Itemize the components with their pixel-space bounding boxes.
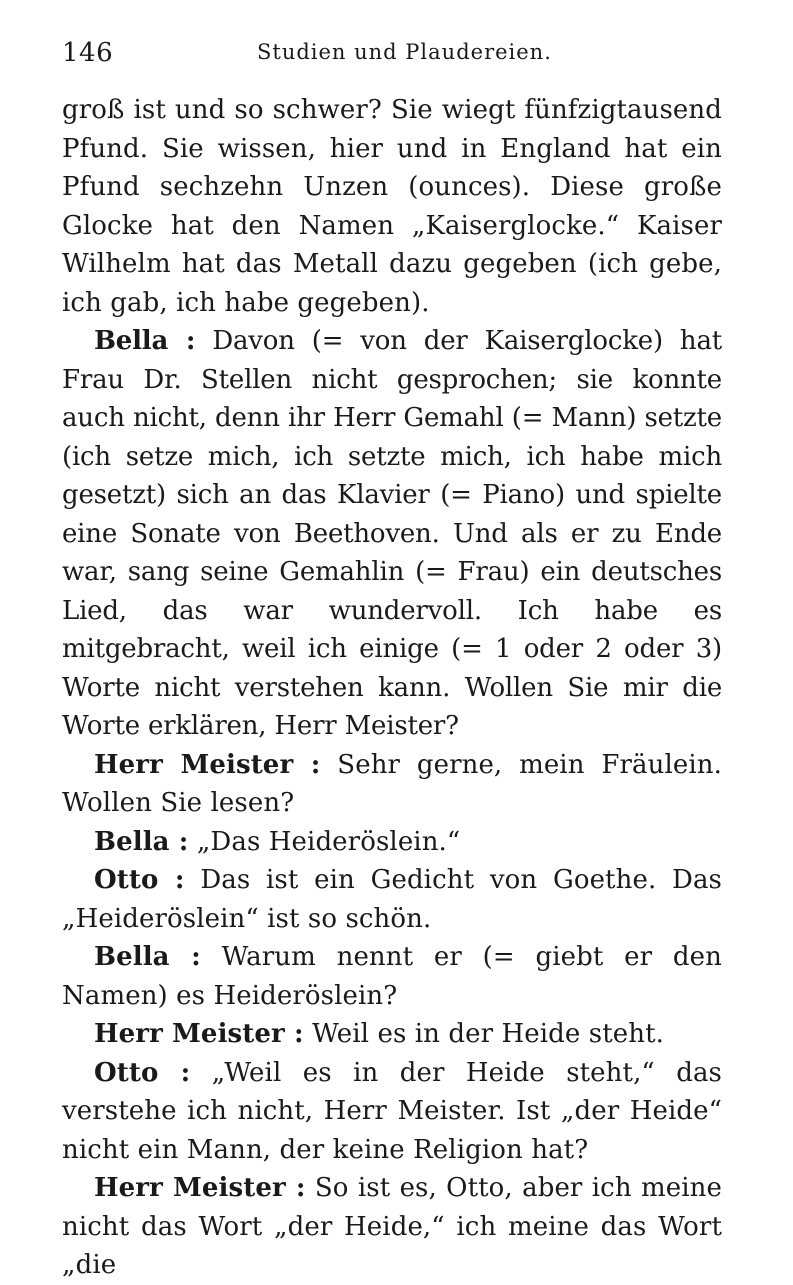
page-number: 146	[62, 38, 114, 68]
paragraph-text: Sehr gerne, mein Fräulein. Wollen Sie lesen?	[62, 749, 722, 818]
paragraph-text: So ist es, Otto, aber ich meine nicht das Wort „der Heide,“ ich meine das Wort „die	[62, 1173, 722, 1280]
paragraph-text: Das ist ein Gedicht von Goethe. Das „Heideröslein“ ist so schön.	[62, 865, 722, 934]
dialogue-paragraph	[62, 322, 722, 746]
speaker-label: Herr Meister :	[94, 749, 321, 780]
dialogue-paragraph	[62, 1054, 722, 1170]
speaker-label: Herr Meister :	[94, 1173, 306, 1203]
body-text	[62, 91, 722, 1285]
running-head	[62, 38, 722, 74]
paragraph-text: Davon (= von der Kaiserglocke) hat Frau Dr. Stellen nicht gesprochen; sie konnte auch nicht, denn ihr Herr Gemahl (= Mann) setzte (ich setze mich, ich setzte mich, ich habe mich gesetzt) sich an das Klavier (= Piano) und spielte eine Sonate von Beethoven. Und als er zu Ende war, sang seine Gemahlin (= Frau) ein deutsches Lied, das war wundervoll. Ich habe es mitgebracht, weil ich einige (= 1 oder 2 oder 3) Worte nicht verstehen kann. Wollen Sie mir die Worte erklären, Herr Meister?	[62, 326, 722, 741]
speaker-label: Bella :	[94, 826, 189, 857]
dialogue-paragraph	[62, 746, 722, 823]
speaker-label: Bella :	[94, 326, 196, 356]
paragraph-text: Warum nennt er (= giebt er den Namen) es Heideröslein?	[62, 942, 722, 1011]
paragraph-text: „Weil es in der Heide steht,“ das verstehe ich nicht, Herr Meister. Ist „der Heide“ nicht ein Mann, der keine Religion hat?	[62, 1057, 723, 1165]
dialogue-paragraph	[62, 1015, 722, 1054]
speaker-label: Otto :	[94, 865, 185, 895]
paragraph-text: Weil es in der Heide steht.	[312, 1019, 665, 1049]
speaker-label: Bella :	[94, 942, 201, 972]
dialogue-paragraph	[62, 861, 722, 938]
paragraph-continuation	[62, 91, 722, 322]
running-title: Studien und Plaudereien.	[257, 40, 552, 64]
dialogue-paragraph	[62, 823, 722, 862]
speaker-label: Herr Meister :	[94, 1019, 304, 1049]
dialogue-paragraph	[62, 1169, 722, 1285]
dialogue-paragraph	[62, 938, 722, 1015]
paragraph-text: groß ist und so schwer? Sie wiegt fünfzigtausend Pfund. Sie wissen, hier und in England hat ein Pfund sechzehn Unzen (ounces). Diese große Glocke hat den Namen „Kaiserglocke.“ Kaiser Wilhelm hat das Metall dazu gegeben (ich gebe, ich gab, ich habe gegeben).	[62, 95, 722, 318]
speaker-label: Otto :	[94, 1057, 191, 1088]
paragraph-text: „Das Heideröslein.“	[196, 826, 461, 857]
